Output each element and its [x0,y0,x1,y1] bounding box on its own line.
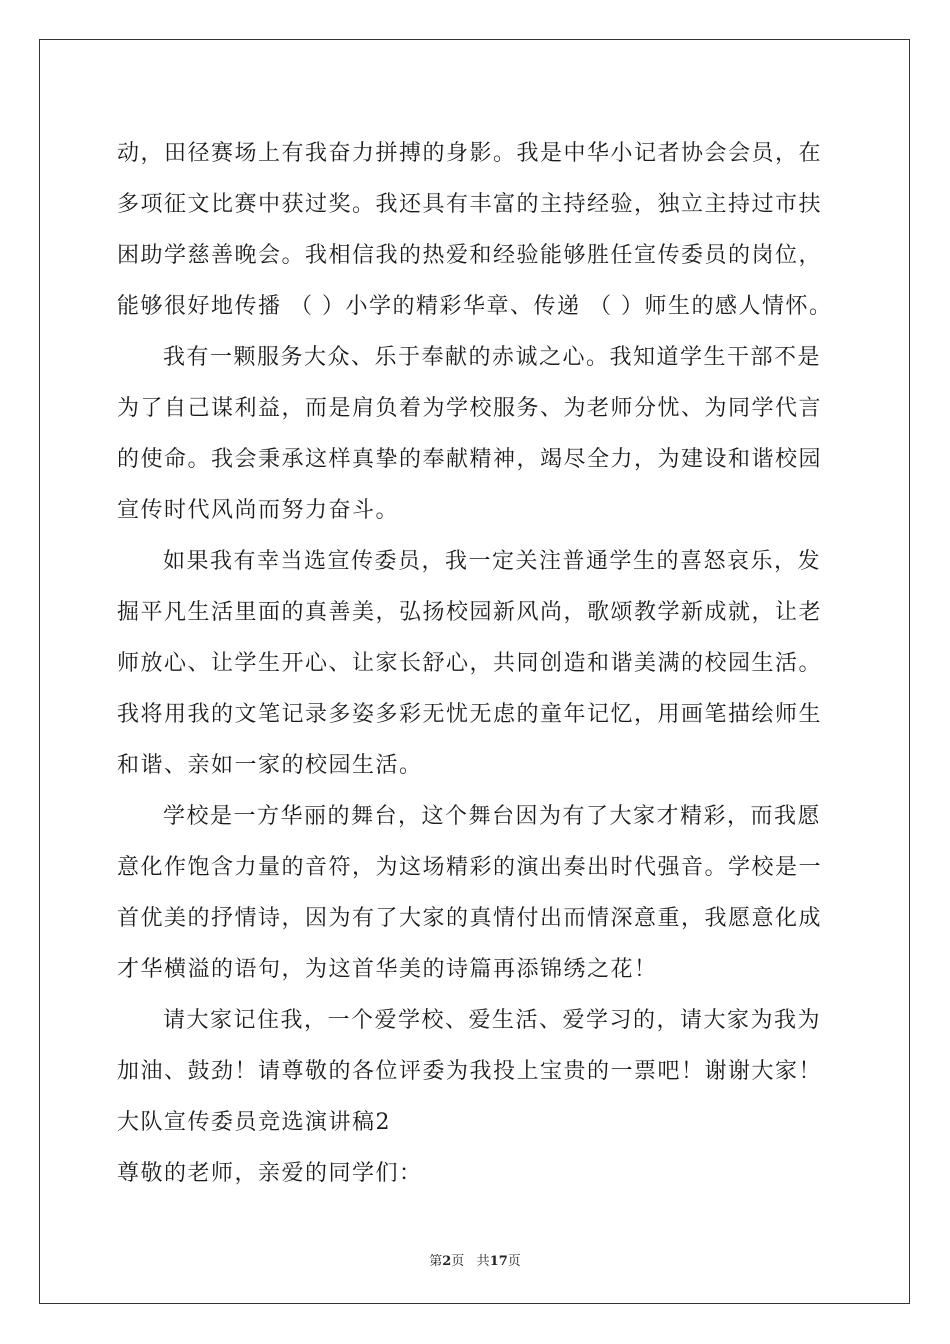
text-line: 为了自己谋利益，而是肩负着为学校服务、为老师分忧、为同学代言 [117,396,823,421]
paragraph-start-line: 我有一颗服务大众、乐于奉献的赤诚之心。我知道学生干部不是 [163,345,822,370]
text-line: 和谐、亲如一家的校园生活。 [117,753,423,778]
text-line: 首优美的抒情诗，因为有了大家的真情付出而情深意重，我愿意化成 [117,906,823,931]
footer-total-prefix: 共 [476,1254,490,1269]
footer-page-unit: 页 [451,1254,465,1269]
footer-prefix: 第 [429,1254,443,1269]
text-line: 掘平凡生活里面的真善美，弘扬校园新风尚，歌颂教学新成就，让老 [117,600,823,625]
text-line: 动，田径赛场上有我奋力拼搏的身影。我是中华小记者协会会员，在 [117,141,823,166]
current-page-number: 2 [442,1254,452,1269]
text-line: 困助学慈善晚会。我相信我的热爱和经验能够胜任宣传委员的岗位， [117,243,823,268]
salutation: 尊敬的老师，亲爱的同学们： [117,1161,423,1186]
text-line: 才华横溢的语句，为这首华美的诗篇再添锦绣之花！ [117,957,658,982]
text-line: 多项征文比赛中获过奖。我还具有丰富的主持经验，独立主持过市扶 [117,192,823,217]
text-line: 意化作饱含力量的音符，为这场精彩的演出奏出时代强音。学校是一 [117,855,823,880]
text-line: 我将用我的文笔记录多姿多彩无忧无虑的童年记忆，用画笔描绘师生 [117,702,823,727]
section-title: 大队宣传委员竞选演讲稿2 [117,1110,391,1135]
footer-total-unit: 页 [507,1254,521,1269]
document-body [117,128,837,1199]
paragraph-start-line: 请大家记住我，一个爱学校、爱生活、爱学习的，请大家为我为 [163,1008,822,1033]
text-line: 师放心、让学生开心、让家长舒心，共同创造和谐美满的校园生活。 [117,651,823,676]
text-line: 加油、鼓劲！请尊敬的各位评委为我投上宝贵的一票吧！谢谢大家！ [117,1059,823,1084]
text-line: 宣传时代风尚而努力奋斗。 [117,498,400,523]
paragraph-start-line: 学校是一方华丽的舞台，这个舞台因为有了大家才精彩，而我愿 [163,804,822,829]
page-footer [0,1250,950,1269]
total-pages-number: 17 [489,1254,508,1269]
text-line: 的使命。我会秉承这样真挚的奉献精神，竭尽全力，为建设和谐校园 [117,447,823,472]
paragraph-start-line: 如果我有幸当选宣传委员，我一定关注普通学生的喜怒哀乐，发 [163,549,822,574]
text-line: 能够很好地传播 （ ）小学的精彩华章、传递 （ ）师生的感人情怀。 [117,294,833,319]
